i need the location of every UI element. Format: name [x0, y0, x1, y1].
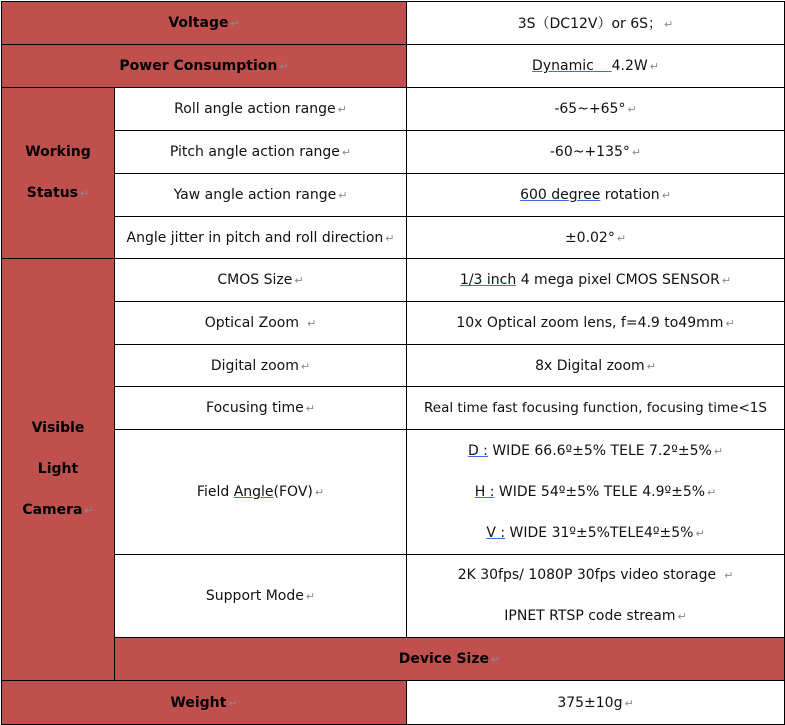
cmos-label: CMOS Size [217, 272, 293, 288]
fov-h-value: WIDE 54º±5% TELE 4.9º±5% [494, 483, 706, 500]
paragraph-mark-icon: ↵ [300, 359, 311, 373]
optical-zoom-label: Optical Zoom [204, 315, 300, 331]
field-angle-label-cell [115, 430, 407, 555]
pitch-value-cell [407, 131, 785, 174]
field-angle-value-cell [407, 430, 785, 555]
paragraph-mark-icon: ↵ [721, 274, 732, 287]
camera-label-line1: Visible [31, 420, 85, 436]
yaw-value: rotation [600, 187, 660, 203]
table-row-yaw [2, 174, 785, 217]
digital-zoom-value-cell [407, 345, 785, 387]
support-mode-value-cell [407, 555, 785, 638]
yaw-value-cell [407, 174, 785, 217]
camera-group-cell [2, 259, 115, 681]
device-size-label: Device Size [398, 651, 489, 667]
paragraph-mark-icon: ↵ [661, 189, 671, 202]
device-size-label-cell [115, 638, 785, 681]
paragraph-mark-icon: ↵ [337, 103, 347, 116]
optical-zoom-label-cell [115, 302, 407, 345]
paragraph-mark-icon: ↵ [616, 231, 627, 245]
yaw-value-degrees: 600 degree [520, 187, 601, 203]
camera-label-line2: Light [37, 461, 79, 477]
specifications-table [1, 1, 785, 725]
focusing-time-label: Focusing time [206, 400, 304, 416]
roll-label: Roll angle action range [174, 101, 336, 117]
table-row-power [2, 45, 785, 88]
optical-zoom-value-cell [407, 302, 785, 345]
table-row-voltage [2, 2, 785, 45]
table-row-roll [2, 88, 785, 131]
optical-zoom-value: 10x Optical zoom lens, f=4.9 to49mm [456, 315, 724, 331]
power-value-cell [407, 45, 785, 88]
paragraph-mark-icon: ↵ [279, 60, 289, 73]
table-row-support-mode [2, 555, 785, 638]
table-row-device-size [2, 638, 785, 681]
fov-v-key: V : [486, 524, 506, 541]
paragraph-mark-icon: ↵ [307, 317, 317, 330]
table-row-field-angle [2, 430, 785, 555]
paragraph-mark-icon: ↵ [341, 146, 352, 159]
cmos-value: 4 mega pixel CMOS SENSOR [516, 272, 720, 288]
paragraph-mark-icon: ↵ [649, 60, 659, 73]
paragraph-mark-icon: ↵ [305, 402, 315, 415]
paragraph-mark-icon: ↵ [677, 610, 687, 623]
fov-d-value: WIDE 66.6º±5% TELE 7.2º±5% [487, 442, 712, 459]
roll-label-cell [115, 88, 407, 131]
cmos-label-cell [115, 259, 407, 302]
fov-d-line [411, 431, 780, 472]
weight-value: 375±10g [557, 694, 623, 711]
fov-v-value: WIDE 31º±5%TELE4º±5% [505, 524, 694, 541]
fov-v-line [411, 513, 780, 554]
working-status-group-cell [2, 88, 115, 259]
jitter-label: Angle jitter in pitch and roll direction [126, 229, 384, 246]
support-mode-label: Support Mode [205, 588, 304, 604]
fov-h-line [411, 472, 780, 513]
working-status-label-line1: Working [25, 144, 91, 160]
jitter-label-cell [115, 217, 407, 259]
field-angle-label-angle: Angle [233, 484, 274, 500]
table-row-cmos [2, 259, 785, 302]
working-status-label-line2: Status [26, 185, 78, 201]
table-row-pitch [2, 131, 785, 174]
power-value-mode: Dynamic [532, 58, 594, 74]
paragraph-mark-icon: ↵ [338, 189, 348, 202]
paragraph-mark-icon: ↵ [491, 653, 501, 666]
power-label: Power Consumption [119, 58, 278, 74]
paragraph-mark-icon: ↵ [664, 18, 674, 31]
table-row-focusing-time [2, 387, 785, 430]
paragraph-mark-icon: ↵ [713, 444, 724, 458]
pitch-label-cell [115, 131, 407, 174]
yaw-label-cell [115, 174, 407, 217]
power-value: 4.2W [611, 58, 648, 74]
pitch-label: Pitch angle action range [169, 144, 340, 160]
field-angle-label-prefix: Field [196, 484, 234, 500]
cmos-value-size: 1/3 inch [459, 272, 517, 288]
table-row-jitter [2, 217, 785, 259]
support-mode-value-line2: IPNET RTSP code stream [504, 608, 676, 624]
table-row-optical-zoom [2, 302, 785, 345]
paragraph-mark-icon: ↵ [631, 146, 642, 159]
jitter-value: ±0.02° [564, 229, 615, 246]
fov-h-key: H : [474, 483, 495, 500]
paragraph-mark-icon: ↵ [84, 504, 94, 517]
paragraph-mark-icon: ↵ [294, 274, 304, 287]
paragraph-mark-icon: ↵ [228, 696, 238, 710]
weight-label-cell [2, 681, 407, 725]
voltage-value-cell [407, 2, 785, 45]
digital-zoom-label-cell [115, 345, 407, 387]
paragraph-mark-icon: ↵ [724, 569, 734, 582]
paragraph-mark-icon: ↵ [230, 17, 240, 30]
voltage-label: Voltage [168, 15, 229, 31]
paragraph-mark-icon: ↵ [646, 359, 656, 373]
fov-d-key: D : [467, 442, 488, 459]
roll-value-cell [407, 88, 785, 131]
paragraph-mark-icon: ↵ [725, 317, 735, 330]
power-label-cell [2, 45, 407, 88]
paragraph-mark-icon: ↵ [707, 485, 717, 499]
digital-zoom-label: Digital zoom [210, 357, 299, 374]
digital-zoom-value: 8x Digital zoom [535, 357, 645, 374]
paragraph-mark-icon: ↵ [695, 526, 705, 540]
voltage-label-cell [2, 2, 407, 45]
focusing-time-label-cell [115, 387, 407, 430]
pitch-value: -60~+135° [549, 144, 630, 160]
paragraph-mark-icon: ↵ [627, 103, 637, 116]
focusing-time-value: Real time fast focusing function, focusing time<1S [424, 400, 767, 416]
paragraph-mark-icon: ↵ [314, 486, 325, 499]
roll-value: -65~+65° [554, 101, 626, 117]
paragraph-mark-icon: ↵ [624, 696, 634, 710]
weight-label: Weight [170, 694, 227, 711]
camera-label-line3: Camera [22, 502, 83, 518]
paragraph-mark-icon: ↵ [305, 590, 316, 603]
cmos-value-cell [407, 259, 785, 302]
support-mode-value-line1: 2K 30fps/ 1080P 30fps video storage [457, 567, 717, 583]
field-angle-label-rest: (FOV) [273, 484, 313, 500]
jitter-value-cell [407, 217, 785, 259]
focusing-time-value-cell [407, 387, 785, 430]
paragraph-mark-icon: ↵ [80, 187, 90, 200]
support-mode-label-cell [115, 555, 407, 638]
yaw-label: Yaw angle action range [173, 187, 337, 203]
weight-value-cell [407, 681, 785, 725]
paragraph-mark-icon: ↵ [385, 231, 395, 245]
table-row-weight [2, 681, 785, 725]
table-row-digital-zoom [2, 345, 785, 387]
voltage-value: 3S（DC12V）or 6S； [517, 16, 663, 32]
